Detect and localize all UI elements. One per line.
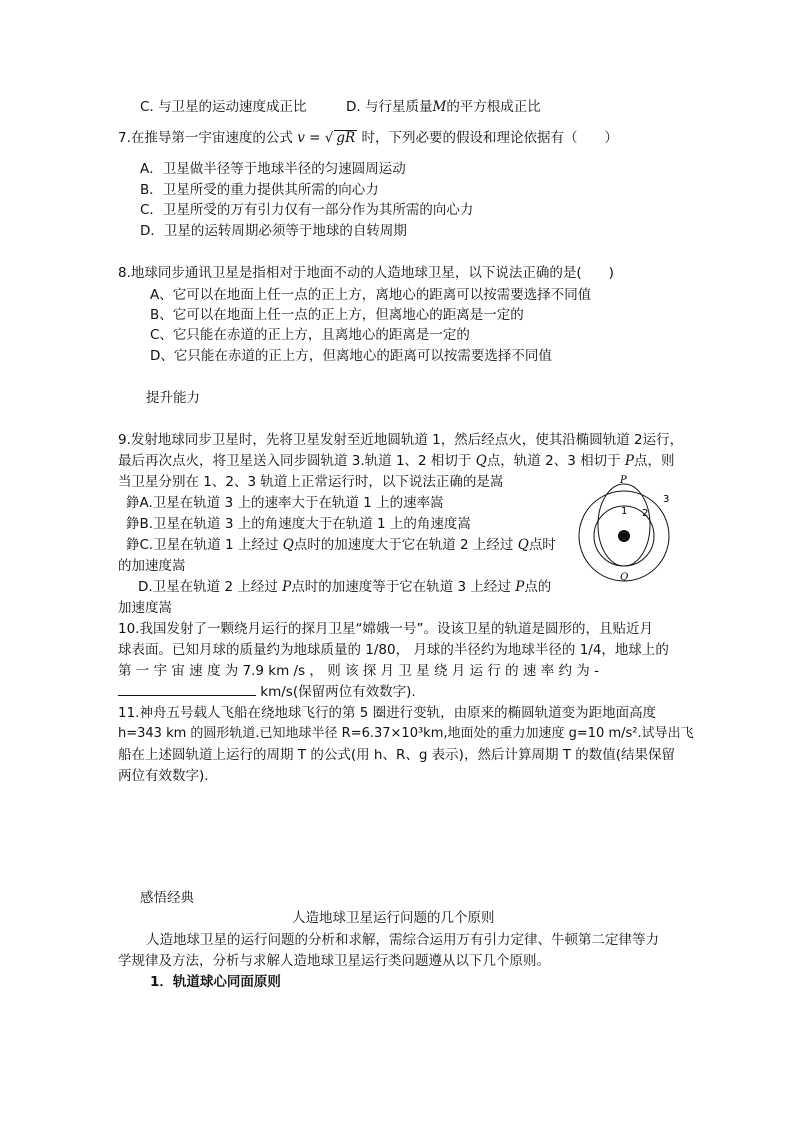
q7-option-b: B．卫星所受的重力提供其所需的向心力 bbox=[140, 182, 379, 198]
q6-option-d-post: 的平方根成正比 bbox=[446, 99, 541, 115]
q6-option-c: C. 与卫星的运动速度成正比 bbox=[140, 99, 307, 115]
q11-line-4: 两位有效数字). bbox=[118, 768, 209, 784]
q7-option-c: C．卫星所受的万有引力仅有一部分作为其所需的向心力 bbox=[140, 202, 474, 218]
q10-answer-blank[interactable] bbox=[118, 683, 256, 696]
q9-option-c-q2: Q bbox=[517, 537, 529, 553]
figure-label-1: 1 bbox=[621, 506, 628, 517]
orbit-diagram bbox=[578, 474, 684, 588]
q8-option-c: C、它只能在赤道的正上方，且离地心的距离是一定的 bbox=[150, 327, 470, 343]
orbit-2-ellipse bbox=[598, 484, 650, 566]
figure-label-2: 2 bbox=[642, 508, 649, 519]
q6-option-d-var: M bbox=[432, 99, 447, 115]
q10-line-4 bbox=[118, 682, 416, 702]
q7-option-d: D．卫星的运转周期必须等于地球的自转周期 bbox=[140, 223, 407, 239]
q7-formula-lhs: v bbox=[297, 130, 305, 146]
q9-line-3: 当卫星分别在 1、2、3 轨道上正常运行时，以下说法正确的是嵩 bbox=[118, 474, 504, 490]
q9-line-2b: 点，轨道 2、3 相切于 bbox=[486, 453, 625, 469]
q9-option-d-a: D.卫星在轨道 2 上经过 bbox=[138, 579, 283, 595]
q7-stem bbox=[118, 128, 618, 148]
q9-line-2c: 点，则 bbox=[633, 453, 675, 469]
q9-option-d-line2: 加速度嵩 bbox=[118, 600, 172, 616]
q6-option-d bbox=[346, 97, 541, 117]
article-title: 人造地球卫星运行问题的几个原则 bbox=[292, 910, 495, 926]
q10-line-2: 球表面。已知月球的质量约为地球质量的 1/80， 月球的半径约为地球半径的 1/4，地球上的 bbox=[118, 642, 669, 658]
q9-option-c-line2: 的加速度嵩 bbox=[118, 558, 186, 574]
q11-line-3: 船在上述圆轨道上运行的周期 T 的公式(用 h、R、g 表示)，然后计算周期 T 的数值(结果保留 bbox=[118, 747, 676, 763]
q9-option-a: 錚A.卫星在轨道 3 上的速率大于在轨道 1 上的速率嵩 bbox=[126, 495, 444, 511]
q10-line-1: 10.我国发射了一颗绕月运行的探月卫星“嫦娥一号”。设该卫星的轨道是圆形的，且贴近月 bbox=[118, 621, 653, 637]
q7-formula-eq: = bbox=[304, 130, 325, 146]
q7-formula: v = √ gR bbox=[297, 130, 356, 146]
article-paragraph-line-2: 学规律及方法，分析与求解人造地球卫星运行类问题遵从以下几个原则。 bbox=[118, 953, 550, 969]
q9-option-d-b: 点时的加速度等于它在轨道 3 上经过 bbox=[291, 579, 516, 595]
q11-line-1: 11.神舟五号载人飞船在绕地球飞行的第 5 圈进行变轨，由原来的椭圆轨道变为距地面高度 bbox=[118, 705, 657, 721]
q6-option-d-pre: D. 与行星质量 bbox=[346, 99, 433, 115]
q9-option-d bbox=[138, 577, 551, 597]
figure-label-q: Q bbox=[620, 572, 629, 583]
q10-line-3: 第 一 宇 宙 速 度 为 7.9 km /s ， 则 该 探 月 卫 星 绕 月 运 行 的 速 率 约 为 - bbox=[118, 663, 599, 679]
q7-stem-pre: 7.在推导第一宇宙速度的公式 bbox=[118, 130, 293, 146]
q7-option-a: A．卫星做半径等于地球半径的匀速圆周运动 bbox=[140, 161, 406, 177]
q8-option-d: D、它只能在赤道的正上方，但离地心的距离可以按需要选择不同值 bbox=[150, 348, 552, 364]
earth-icon bbox=[618, 530, 630, 542]
q9-line-2a: 最后再次点火，将卫星送入同步圆轨道 3.轨道 1、2 相切于 bbox=[118, 453, 476, 469]
q9-option-d-p1: P bbox=[282, 579, 292, 595]
q8-option-a: A、它可以在地面上任一点的正上方，离地心的距离可以按需要选择不同值 bbox=[150, 287, 592, 303]
q9-option-c-b: 点时的加速度大于它在轨道 2 上经过 bbox=[293, 537, 518, 553]
q9-option-c-c: 点时 bbox=[528, 537, 556, 553]
q9-point-q: Q bbox=[475, 453, 487, 469]
figure-label-p: P bbox=[620, 475, 627, 486]
section-heading-improve: 提升能力 bbox=[146, 390, 200, 406]
q9-line-1: 9.发射地球同步卫星时，先将卫星发射至近地圆轨道 1，然后经点火，使其沿椭圆轨道 2运行， bbox=[118, 432, 684, 448]
article-paragraph-line-1: 人造地球卫星的运行问题的分析和求解，需综合运用万有引力定律、牛顿第二定律等力 bbox=[146, 932, 659, 948]
q10-line-4-post: km/s(保留两位有效数字). bbox=[256, 684, 416, 700]
q9-line-2 bbox=[118, 451, 674, 471]
q9-option-d-p2: P bbox=[515, 579, 525, 595]
q9-option-c bbox=[126, 535, 556, 555]
q9-point-p: P bbox=[624, 453, 634, 469]
q9-option-d-c: 点的 bbox=[524, 579, 552, 595]
section-heading-classic: 感悟经典 bbox=[140, 890, 194, 906]
q9-option-c-a: 錚C.卫星在轨道 1 上经过 bbox=[126, 537, 283, 553]
q7-formula-root: gR bbox=[336, 130, 356, 146]
q9-option-b: 錚B.卫星在轨道 3 上的角速度大于在轨道 1 上的角速度嵩 bbox=[126, 516, 471, 532]
figure-label-3: 3 bbox=[663, 494, 670, 505]
q8-option-b: B、它可以在地面上任一点的正上方，但离地心的距离是一定的 bbox=[150, 307, 524, 323]
q11-line-2: h=343 km 的圆形轨道.已知地球半径 R=6.37×10³km,地面处的重力加速度 g=10 m/s².试导出飞 bbox=[118, 726, 694, 741]
article-heading-1: 1．轨道球心同面原则 bbox=[150, 974, 281, 990]
q7-stem-post: 时，下列必要的假设和理论依据有（ ） bbox=[361, 130, 618, 146]
q8-stem: 8.地球同步通讯卫星是指相对于地面不动的人造地球卫星，以下说法正确的是( ) bbox=[118, 265, 614, 281]
q9-option-c-q1: Q bbox=[282, 537, 294, 553]
